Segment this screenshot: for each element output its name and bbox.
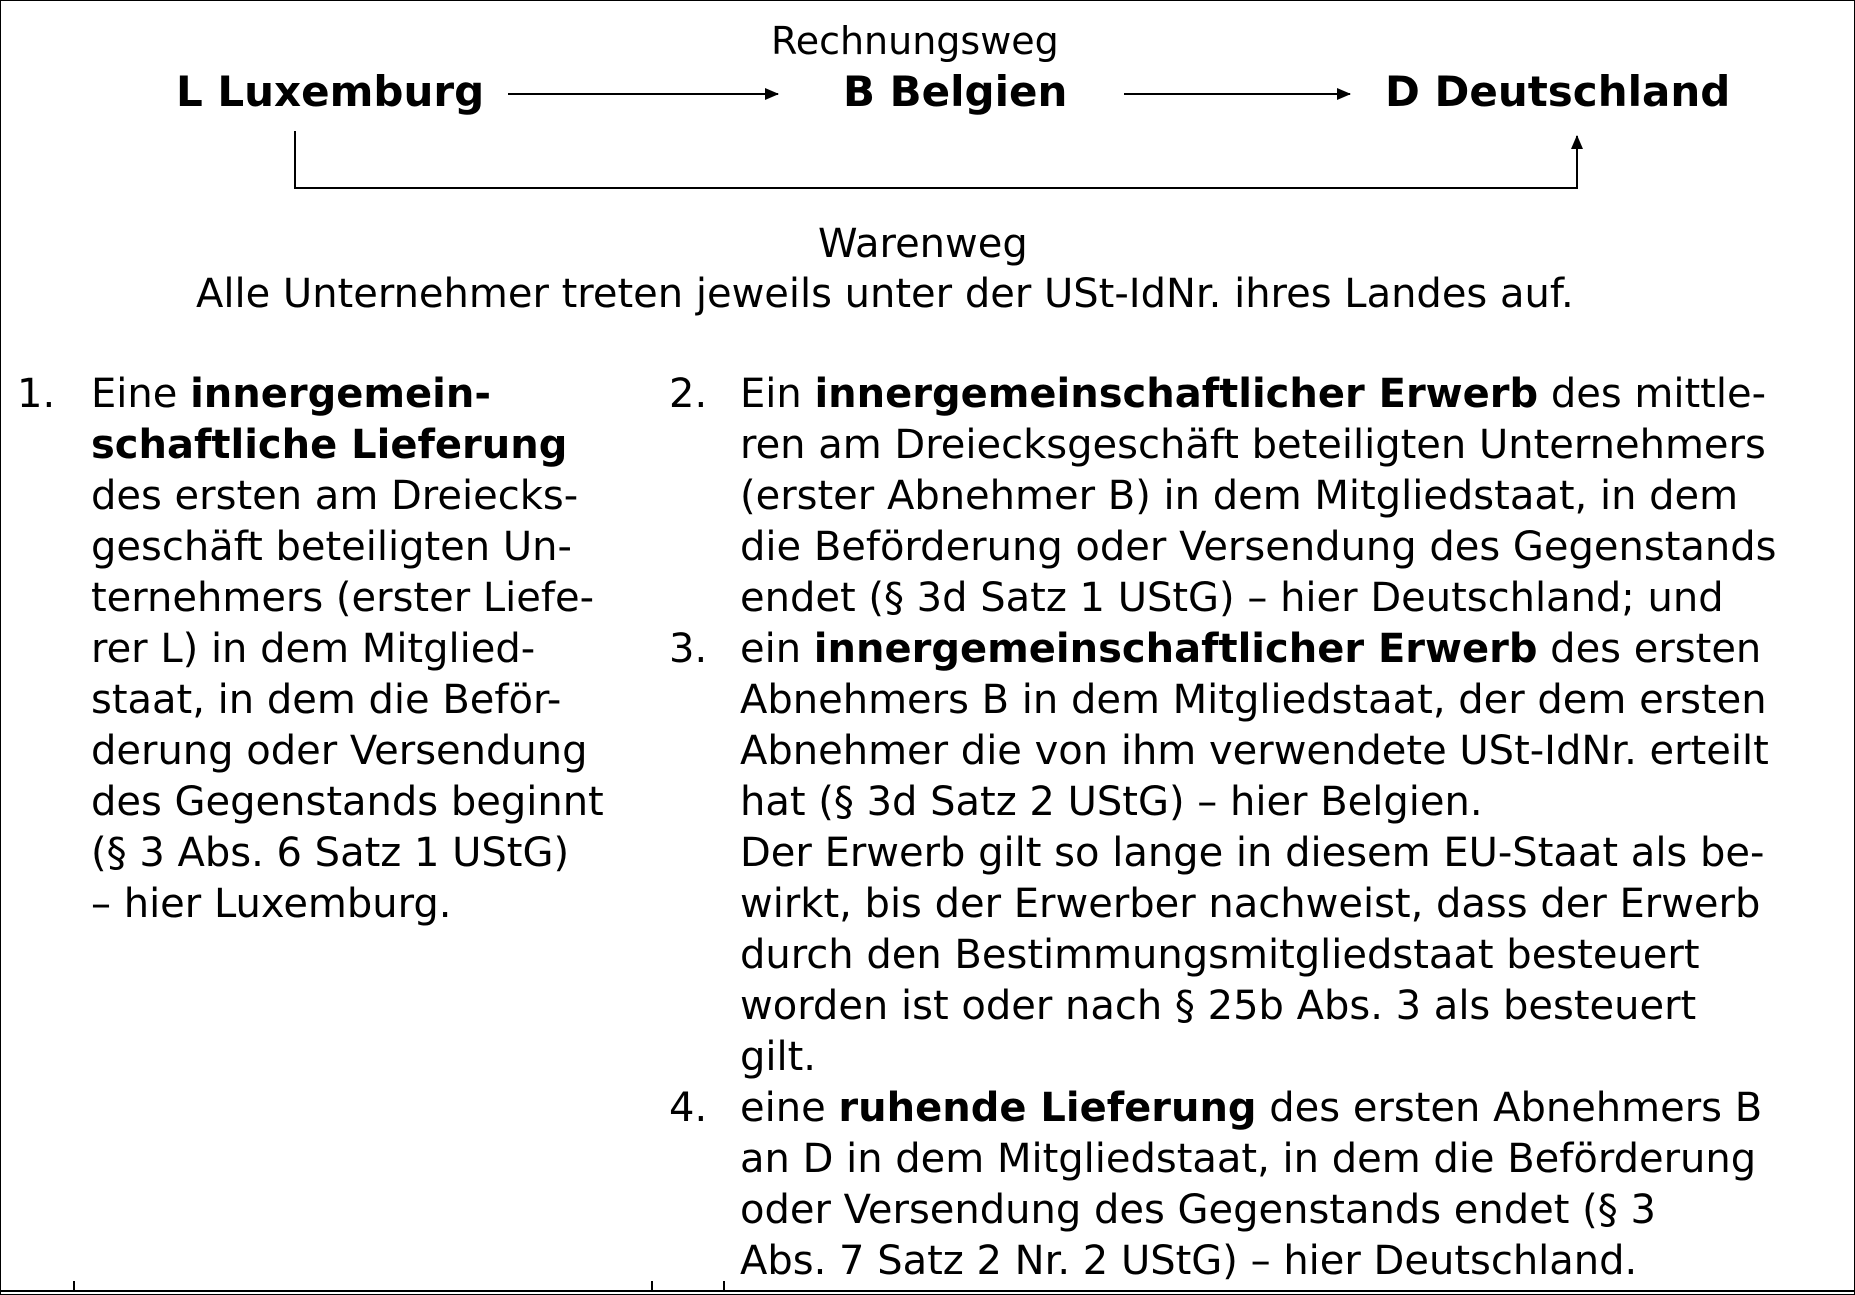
text-run: hat (§ 3d Satz 2 UStG) – hier Belgien. xyxy=(740,779,1483,825)
list-item-line xyxy=(740,471,1738,522)
table-divider-tick xyxy=(73,1281,75,1291)
list-item-line xyxy=(91,624,535,675)
list-item-number: 4. xyxy=(669,1085,708,1131)
list-item-line xyxy=(91,726,587,777)
list-item-line xyxy=(740,981,1696,1032)
goods-arrow-l-to-d xyxy=(295,131,1577,188)
list-item-line xyxy=(91,522,572,573)
text-run: – hier Luxemburg. xyxy=(91,881,452,927)
bottom-rule xyxy=(1,1290,1854,1292)
text-run: des ersten am Dreiecks- xyxy=(91,473,579,519)
list-item-line xyxy=(740,369,1766,420)
text-run: Ein xyxy=(740,371,815,417)
list-item-line xyxy=(91,369,491,420)
text-run: endet (§ 3d Satz 1 UStG) – hier Deutschland; und xyxy=(740,575,1724,621)
text-run: an D in dem Mitgliedstaat, in dem die Beförderung xyxy=(740,1136,1757,1182)
list-item-line xyxy=(91,675,561,726)
text-run: des ersten xyxy=(1537,626,1762,672)
list-item-line xyxy=(740,1083,1762,1134)
list-item-line xyxy=(740,930,1700,981)
goods-path-label: Warenweg xyxy=(818,221,1028,267)
text-run: worden ist oder nach § 25b Abs. 3 als besteuert xyxy=(740,983,1697,1029)
bold-term: innergemein- xyxy=(190,371,491,417)
text-run: wirkt, bis der Erwerber nachweist, dass der Erwerb xyxy=(740,881,1761,927)
text-run: ren am Dreiecksgeschäft beteiligten Unternehmers xyxy=(740,422,1766,468)
text-run: (erster Abnehmer B) in dem Mitgliedstaat, in dem xyxy=(740,473,1739,519)
text-run: Abnehmer die von ihm verwendete USt-IdNr. erteilt xyxy=(740,728,1769,774)
text-run: ein xyxy=(740,626,814,672)
list-item-line xyxy=(740,420,1766,471)
text-run: rer L) in dem Mitglied- xyxy=(91,626,536,672)
flow-arrows xyxy=(1,1,1855,201)
bold-term: innergemeinschaftlicher Erwerb xyxy=(813,626,1538,672)
list-item-line xyxy=(91,420,567,471)
list-item-line xyxy=(91,828,569,879)
text-run: ternehmers (erster Liefe- xyxy=(91,575,595,621)
list-item-line xyxy=(740,777,1483,828)
list-item-line xyxy=(740,1134,1756,1185)
list-item-line xyxy=(740,522,1777,573)
text-run: oder Versendung des Gegenstands endet (§ 3 xyxy=(740,1187,1656,1233)
text-run: Der Erwerb gilt so lange in diesem EU-Staat als be- xyxy=(740,830,1765,876)
list-item-line xyxy=(740,675,1767,726)
text-run: des ersten Abnehmers B xyxy=(1256,1085,1763,1131)
text-run: des Gegenstands beginnt xyxy=(91,779,604,825)
bold-term: ruhende Lieferung xyxy=(838,1085,1257,1131)
list-item-line xyxy=(91,573,594,624)
text-run: (§ 3 Abs. 6 Satz 1 UStG) xyxy=(91,830,570,876)
vat-id-note: Alle Unternehmer treten jeweils unter der USt-IdNr. ihres Landes auf. xyxy=(196,271,1574,317)
list-item-number: 1. xyxy=(17,371,56,417)
text-run: derung oder Versendung xyxy=(91,728,588,774)
list-item-number: 2. xyxy=(669,371,708,417)
table-divider-tick xyxy=(651,1281,653,1291)
text-run: Eine xyxy=(91,371,191,417)
list-item-line xyxy=(740,1032,816,1083)
list-item-line xyxy=(740,624,1761,675)
list-item-line xyxy=(740,1185,1656,1236)
text-run: Abs. 7 Satz 2 Nr. 2 UStG) – hier Deutschland. xyxy=(740,1238,1638,1284)
bold-term: innergemeinschaftlicher Erwerb xyxy=(814,371,1539,417)
party-luxemburg: L Luxemburg xyxy=(176,67,485,116)
text-run: geschäft beteiligten Un- xyxy=(91,524,572,570)
text-run: durch den Bestimmungsmitgliedstaat besteuert xyxy=(740,932,1700,978)
text-run: die Beförderung oder Versendung des Gegenstands xyxy=(740,524,1777,570)
list-item-line xyxy=(91,471,578,522)
list-item-line xyxy=(740,573,1724,624)
text-run: Abnehmers B in dem Mitgliedstaat, der dem ersten xyxy=(740,677,1767,723)
text-run: des mittle- xyxy=(1538,371,1766,417)
table-divider-tick xyxy=(723,1281,725,1291)
list-item-number: 3. xyxy=(669,626,708,672)
list-item-line xyxy=(740,1236,1637,1287)
list-item-line xyxy=(740,879,1760,930)
list-item-line xyxy=(740,726,1769,777)
text-run: eine xyxy=(740,1085,839,1131)
list-item-line xyxy=(91,879,452,930)
invoice-path-label: Rechnungsweg xyxy=(771,19,1059,63)
party-belgien: B Belgien xyxy=(843,67,1068,116)
list-item-line xyxy=(91,777,604,828)
text-run: gilt. xyxy=(740,1034,817,1080)
list-item-line xyxy=(740,828,1764,879)
party-deutschland: D Deutschland xyxy=(1385,67,1731,116)
bold-term: schaftliche Lieferung xyxy=(91,422,568,468)
text-run: staat, in dem die Beför- xyxy=(91,677,562,723)
